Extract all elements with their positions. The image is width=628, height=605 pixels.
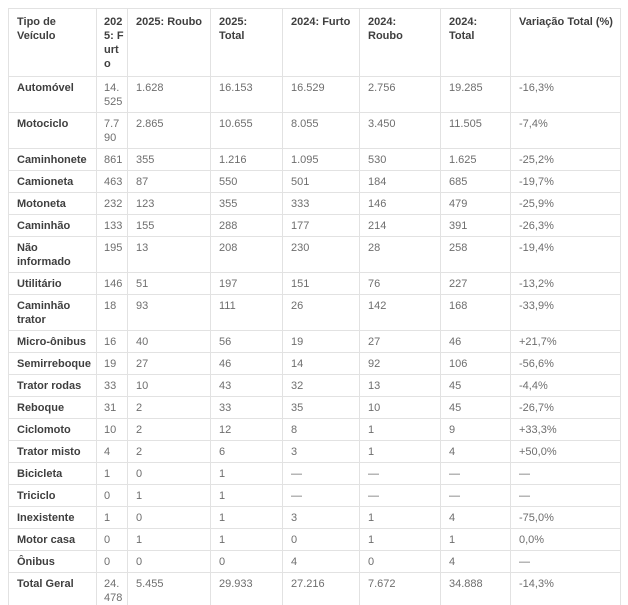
data-cell: 550 xyxy=(211,171,283,193)
data-cell: 0 xyxy=(211,551,283,573)
data-cell: 391 xyxy=(441,215,511,237)
data-cell: 13 xyxy=(128,237,211,273)
data-cell: 16.153 xyxy=(211,77,283,113)
data-cell: -19,7% xyxy=(511,171,621,193)
table-row xyxy=(9,273,621,295)
column-header-2025-total: 2025: Total xyxy=(211,9,283,77)
data-cell: 43 xyxy=(211,375,283,397)
data-cell: — xyxy=(511,463,621,485)
data-cell: -16,3% xyxy=(511,77,621,113)
row-label: Micro-ônibus xyxy=(9,331,97,353)
row-label: Camioneta xyxy=(9,171,97,193)
data-cell: 1 xyxy=(97,463,128,485)
data-cell: -75,0% xyxy=(511,507,621,529)
data-cell: 1.625 xyxy=(441,149,511,171)
data-cell: 1.216 xyxy=(211,149,283,171)
row-label: Caminhão trator xyxy=(9,295,97,331)
row-label: Caminhão xyxy=(9,215,97,237)
data-cell: -33,9% xyxy=(511,295,621,331)
data-cell: 26 xyxy=(283,295,360,331)
data-cell: -7,4% xyxy=(511,113,621,149)
data-cell: 10 xyxy=(360,397,441,419)
data-cell: -26,3% xyxy=(511,215,621,237)
data-cell: 146 xyxy=(360,193,441,215)
table-row xyxy=(9,295,621,331)
row-label: Trator rodas xyxy=(9,375,97,397)
table-row xyxy=(9,149,621,171)
data-cell: 76 xyxy=(360,273,441,295)
column-header-2025-furto: 2025: Furto xyxy=(97,9,128,77)
row-label: Triciclo xyxy=(9,485,97,507)
data-cell: 0 xyxy=(97,551,128,573)
data-cell: 13 xyxy=(360,375,441,397)
data-cell: 14.525 xyxy=(97,77,128,113)
data-cell: 27 xyxy=(360,331,441,353)
data-cell: 106 xyxy=(441,353,511,375)
data-cell: 133 xyxy=(97,215,128,237)
table-row xyxy=(9,237,621,273)
data-cell: 142 xyxy=(360,295,441,331)
data-cell: 34.888 xyxy=(441,573,511,605)
data-cell: 33 xyxy=(211,397,283,419)
data-cell: 5.455 xyxy=(128,573,211,605)
column-header-2024-roubo: 2024: Roubo xyxy=(360,9,441,77)
data-cell: 46 xyxy=(441,331,511,353)
row-label: Inexistente xyxy=(9,507,97,529)
data-cell: — xyxy=(360,463,441,485)
data-cell: 227 xyxy=(441,273,511,295)
table-row xyxy=(9,331,621,353)
data-cell: 9 xyxy=(441,419,511,441)
data-cell: 0 xyxy=(128,463,211,485)
data-cell: 197 xyxy=(211,273,283,295)
row-label: Caminhonete xyxy=(9,149,97,171)
data-cell: 1 xyxy=(211,529,283,551)
data-cell: -19,4% xyxy=(511,237,621,273)
table-row xyxy=(9,353,621,375)
data-cell: 155 xyxy=(128,215,211,237)
data-cell: 87 xyxy=(128,171,211,193)
data-cell: — xyxy=(511,551,621,573)
data-cell: 10 xyxy=(128,375,211,397)
table-row xyxy=(9,215,621,237)
data-cell: 0 xyxy=(97,529,128,551)
data-cell: 2.756 xyxy=(360,77,441,113)
data-cell: 501 xyxy=(283,171,360,193)
data-cell: 4 xyxy=(283,551,360,573)
data-cell: 4 xyxy=(441,507,511,529)
table-header-row xyxy=(9,9,621,77)
data-cell: 1 xyxy=(441,529,511,551)
data-cell: 2 xyxy=(128,397,211,419)
data-cell: 16.529 xyxy=(283,77,360,113)
row-label: Motor casa xyxy=(9,529,97,551)
table-row xyxy=(9,375,621,397)
data-cell: 1 xyxy=(128,485,211,507)
data-cell: 0 xyxy=(97,485,128,507)
data-cell: 16 xyxy=(97,331,128,353)
data-cell: — xyxy=(441,485,511,507)
data-cell: 1.628 xyxy=(128,77,211,113)
table-row xyxy=(9,193,621,215)
row-label: Bicicleta xyxy=(9,463,97,485)
data-cell: 8 xyxy=(283,419,360,441)
data-cell: 19 xyxy=(283,331,360,353)
table-row xyxy=(9,529,621,551)
data-cell: 51 xyxy=(128,273,211,295)
data-cell: 19 xyxy=(97,353,128,375)
data-cell: 56 xyxy=(211,331,283,353)
data-cell: 12 xyxy=(211,419,283,441)
data-cell: +33,3% xyxy=(511,419,621,441)
data-cell: 27 xyxy=(128,353,211,375)
data-cell: 3 xyxy=(283,507,360,529)
data-cell: 10 xyxy=(97,419,128,441)
data-cell: 232 xyxy=(97,193,128,215)
data-cell: 10.655 xyxy=(211,113,283,149)
data-cell: 2 xyxy=(128,441,211,463)
data-cell: 7.790 xyxy=(97,113,128,149)
data-cell: 32 xyxy=(283,375,360,397)
table-row xyxy=(9,463,621,485)
data-cell: 208 xyxy=(211,237,283,273)
data-cell: 146 xyxy=(97,273,128,295)
data-cell: 288 xyxy=(211,215,283,237)
data-cell: 111 xyxy=(211,295,283,331)
data-cell: 230 xyxy=(283,237,360,273)
data-cell: -4,4% xyxy=(511,375,621,397)
data-cell: -26,7% xyxy=(511,397,621,419)
table-row xyxy=(9,113,621,149)
data-cell: 1 xyxy=(211,463,283,485)
table-row xyxy=(9,171,621,193)
data-cell: -25,2% xyxy=(511,149,621,171)
data-cell: 177 xyxy=(283,215,360,237)
column-header-variacao-total: Variação Total (%) xyxy=(511,9,621,77)
row-label: Ciclomoto xyxy=(9,419,97,441)
data-cell: 1 xyxy=(360,419,441,441)
table-total-row xyxy=(9,573,621,605)
column-header-2025-roubo: 2025: Roubo xyxy=(128,9,211,77)
row-label: Utilitário xyxy=(9,273,97,295)
row-label: Motociclo xyxy=(9,113,97,149)
data-cell: 0 xyxy=(283,529,360,551)
table-row xyxy=(9,485,621,507)
vehicle-theft-statistics-table xyxy=(8,8,621,605)
table-row xyxy=(9,419,621,441)
table-row xyxy=(9,441,621,463)
data-cell: -14,3% xyxy=(511,573,621,605)
data-cell: 123 xyxy=(128,193,211,215)
data-cell: 1 xyxy=(211,507,283,529)
data-cell: 258 xyxy=(441,237,511,273)
data-cell: — xyxy=(283,485,360,507)
data-cell: 14 xyxy=(283,353,360,375)
data-cell: 184 xyxy=(360,171,441,193)
data-cell: 861 xyxy=(97,149,128,171)
data-cell: 7.672 xyxy=(360,573,441,605)
row-label: Motoneta xyxy=(9,193,97,215)
data-cell: 35 xyxy=(283,397,360,419)
data-cell: 1 xyxy=(97,507,128,529)
data-cell: 45 xyxy=(441,375,511,397)
row-label: Automóvel xyxy=(9,77,97,113)
table-body xyxy=(9,77,621,605)
row-label: Total Geral xyxy=(9,573,97,605)
table-row xyxy=(9,397,621,419)
data-cell: 8.055 xyxy=(283,113,360,149)
data-cell: -25,9% xyxy=(511,193,621,215)
data-cell: 1 xyxy=(360,441,441,463)
data-cell: 530 xyxy=(360,149,441,171)
column-header-vehicle-type: Tipo de Veículo xyxy=(9,9,97,77)
table-row xyxy=(9,507,621,529)
data-cell: 24.478 xyxy=(97,573,128,605)
data-cell: -13,2% xyxy=(511,273,621,295)
data-cell: -56,6% xyxy=(511,353,621,375)
data-cell: 92 xyxy=(360,353,441,375)
data-cell: 4 xyxy=(441,441,511,463)
data-cell: 3.450 xyxy=(360,113,441,149)
data-cell: 33 xyxy=(97,375,128,397)
row-label: Ônibus xyxy=(9,551,97,573)
data-cell: 195 xyxy=(97,237,128,273)
data-cell: 463 xyxy=(97,171,128,193)
data-cell: 214 xyxy=(360,215,441,237)
data-cell: 0 xyxy=(360,551,441,573)
data-cell: — xyxy=(441,463,511,485)
row-label: Reboque xyxy=(9,397,97,419)
data-cell: 0,0% xyxy=(511,529,621,551)
data-cell: 1 xyxy=(211,485,283,507)
column-header-2024-total: 2024: Total xyxy=(441,9,511,77)
row-label: Semirreboque xyxy=(9,353,97,375)
data-cell: — xyxy=(511,485,621,507)
data-cell: 168 xyxy=(441,295,511,331)
table-header xyxy=(9,9,621,77)
data-cell: 1.095 xyxy=(283,149,360,171)
data-cell: 19.285 xyxy=(441,77,511,113)
row-label: Trator misto xyxy=(9,441,97,463)
data-cell: 46 xyxy=(211,353,283,375)
data-cell: 333 xyxy=(283,193,360,215)
table-row xyxy=(9,77,621,113)
data-cell: — xyxy=(283,463,360,485)
data-cell: 27.216 xyxy=(283,573,360,605)
data-cell: 18 xyxy=(97,295,128,331)
data-cell: 1 xyxy=(128,529,211,551)
data-cell: 4 xyxy=(97,441,128,463)
data-cell: 0 xyxy=(128,507,211,529)
data-cell: 28 xyxy=(360,237,441,273)
data-cell: 479 xyxy=(441,193,511,215)
data-cell: 355 xyxy=(211,193,283,215)
data-cell: 1 xyxy=(360,507,441,529)
data-cell: 2 xyxy=(128,419,211,441)
data-cell: 0 xyxy=(128,551,211,573)
data-cell: 45 xyxy=(441,397,511,419)
row-label: Não informado xyxy=(9,237,97,273)
data-cell: 1 xyxy=(360,529,441,551)
data-cell: 3 xyxy=(283,441,360,463)
data-cell: +50,0% xyxy=(511,441,621,463)
data-cell: 29.933 xyxy=(211,573,283,605)
data-cell: — xyxy=(360,485,441,507)
data-cell: 6 xyxy=(211,441,283,463)
data-cell: 40 xyxy=(128,331,211,353)
data-cell: 11.505 xyxy=(441,113,511,149)
data-cell: 685 xyxy=(441,171,511,193)
data-cell: 355 xyxy=(128,149,211,171)
data-cell: 4 xyxy=(441,551,511,573)
table-row xyxy=(9,551,621,573)
data-cell: 2.865 xyxy=(128,113,211,149)
column-header-2024-furto: 2024: Furto xyxy=(283,9,360,77)
data-cell: 151 xyxy=(283,273,360,295)
data-cell: +21,7% xyxy=(511,331,621,353)
data-cell: 93 xyxy=(128,295,211,331)
data-cell: 31 xyxy=(97,397,128,419)
